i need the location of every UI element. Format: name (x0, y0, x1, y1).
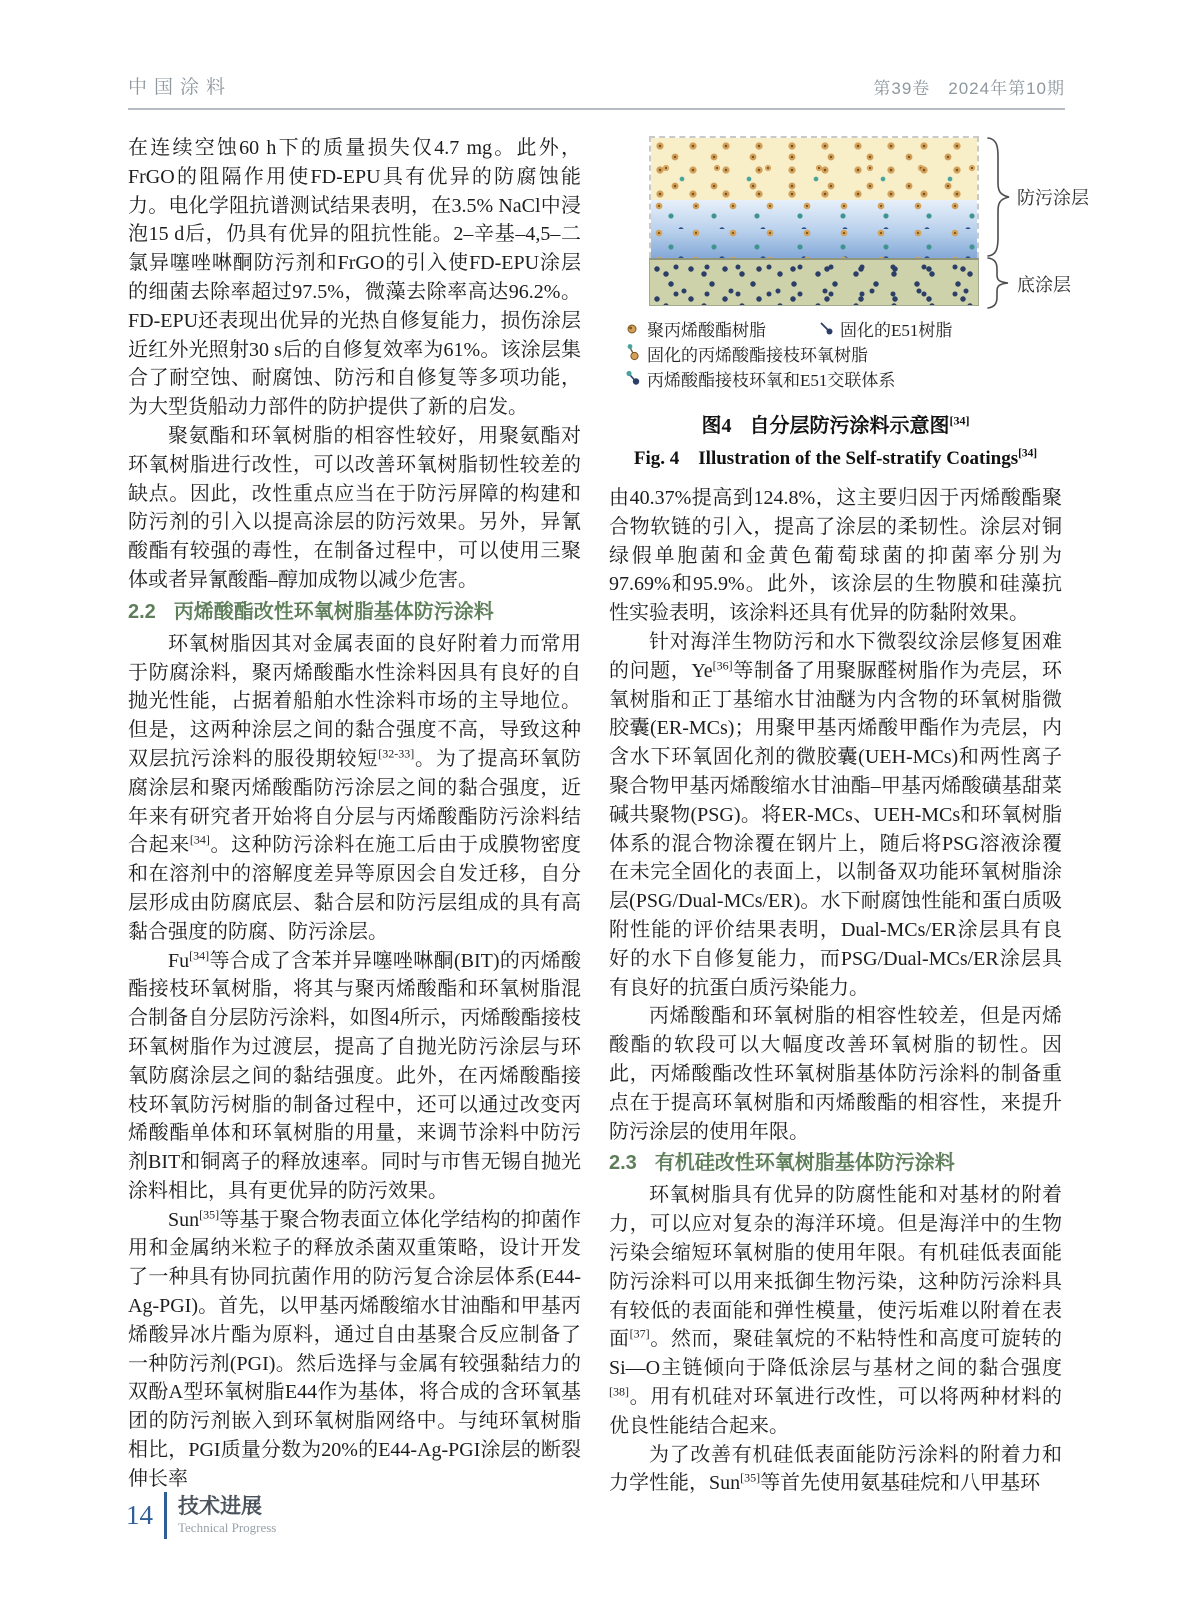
paragraph: 在连续空蚀60 h下的质量损失仅4.7 mg。此外，FrGO的阻隔作用使FD-EPU具有优异的防腐蚀能力。电化学阻抗谱测试结果表明，在3.5% NaCl中浸泡15 d后，仍具有优异的阻抗性能。2–辛基–4,5–二氯异噻唑啉酮防污剂和FrGO的引入使FD-EPU涂层的细菌去除率超过97.5%，微藻去除率高达96.2%。FD-EPU还表现出优异的光热自修复能力，损伤涂层近红外光照射30 s后的自修复效率为61%。该涂层集合了耐空蚀、耐腐蚀、防污和自修复等多项功能，为大型货船动力部件的防护提供了新的启发。 (128, 137, 581, 419)
legend-row (625, 318, 1062, 343)
paragraph: 聚氨酯和环氧树脂的相容性较好，用聚氨酯对环氧树脂进行改性，可以改善环氧树脂韧性较差的缺点。因此，改性重点应当在于防污屏障的构建和防污剂的引入以提高涂层的防污效果。另外，异氰酸酯有较强的毒性，在制备过程中，可以使用三聚体或者异氰酸酯–醇加成物以减少危害。 (128, 424, 581, 591)
paragraph: 由40.37%提高到124.8%，这主要归因于丙烯酸酯聚合物软链的引入，提高了涂层的柔韧性。涂层对铜绿假单胞菌和金黄色葡萄球菌的抑菌率分别为97.69%和95.9%。此外，该涂层的生物膜和硅藻抗性实验表明，该涂料还具有优异的防黏附效果。 (609, 487, 1062, 625)
antifouling-region (649, 136, 979, 258)
legend-item (625, 343, 868, 368)
acrylate-epoxy-e51-crosslink-icon (625, 368, 641, 393)
legend-item (818, 318, 952, 343)
cured-e51-resin-icon (818, 318, 834, 343)
paragraph: 环氧树脂因其对金属表面的良好附着力而常用于防腐涂料，聚丙烯酸酯水性涂料因具有良好的自抛光性能，占据着船舶水性涂料市场的主导地位。但是，这两种涂层之间的黏合强度不高，导致这种双层抗污涂料的服役期较短[32-33]。为了提高环氧防腐涂层和聚丙烯酸酯防污涂层之间的黏合强度，近年来有研究者开始将自分层与丙烯酸酯防污涂料结合起来[34]。这种防污涂料在施工后由于成膜物密度和在溶剂中的溶解度差异等原因会自发迁移，自分层形成由防腐底层、黏合层和防污层组成的具有高黏合强度的防腐、防污涂层。 (128, 632, 582, 943)
legend-row (625, 343, 1062, 368)
brace-antifouling (985, 136, 1011, 263)
section-title: 有机硅改性环氧树脂基体防污涂料 (654, 1152, 955, 1175)
brace-primer (985, 256, 1011, 315)
two-column-body (128, 134, 1089, 1498)
coating-schematic (649, 136, 1089, 308)
paragraph: 针对海洋生物防污和水下微裂纹涂层修复困难的问题，Ye[36]等制备了用聚脲醛树脂作为壳层，环氧树脂和正丁基缩水甘油醚为内含物的环氧树脂微胶囊(ER-MCs)；用聚甲基丙烯酸甲酯作为壳层，内含水下环氧固化剂的微胶囊(UEH-MCs)和两性离子聚合物甲基丙烯酸缩水甘油酯–甲基丙烯酸磺基甜菜碱共聚物(PSG)。将ER-MCs、UEH-MCs和环氧树脂体系的混合物涂覆在钢片上，随后将PSG溶液涂覆在未完全固化的表面上，以制备双功能环氧树脂涂层(PSG/Dual-MCs/ER)。水下耐腐蚀性能和蛋白质吸附性能的评价结果表明，Dual-MCs/ER涂层具有良好的水下自修复能力，而PSG/Dual-MCs/ER涂层具有良好的抗蛋白质污染能力。 (609, 630, 1062, 999)
legend-label: 固化的E51树脂 (840, 321, 953, 340)
figure-caption-en: Fig. 4 Illustration of the Self-stratify Coatings[34] (633, 447, 1038, 469)
section-title: 丙烯酸酯改性环氧树脂基体防污涂料 (173, 600, 494, 623)
paragraph: 为了改善有机硅低表面能防污涂料的附着力和力学性能，Sun[35]等首先使用氨基硅烷和八甲基环 (609, 1443, 1062, 1495)
cured-acrylate-graft-epoxy-icon (625, 343, 641, 368)
section-number: 2.2 (128, 600, 156, 623)
polyacrylate-layer (651, 138, 977, 200)
legend-row (625, 368, 1062, 393)
page-footer (126, 1492, 276, 1539)
legend-item (625, 368, 895, 393)
legend-label: 固化的丙烯酸酯接枝环氧树脂 (647, 346, 868, 365)
primer-layer-label: 底涂层 (1017, 275, 1071, 295)
paragraph: Sun[35]等基于聚合物表面立体化学结构的抑菌作用和金属纳米粒子的释放杀菌双重策略，设计开发了一种具有协同抗菌作用的防污复合涂层体系(E44-Ag-PGI)。首先，以甲基丙烯酸缩水甘油酯和甲基丙烯酸异冰片酯为原料，通过自由基聚合反应制备了一种防污剂(PGI)。然后选择与金属有较强黏结力的双酚A型环氧树脂E44作为基体，将合成的含环氧基团的防污剂嵌入到环氧树脂网络中。与纯环氧树脂相比，PGI质量分数为20%的E44-Ag-PGI涂层的断裂伸长率 (128, 1207, 581, 1490)
figure-4 (609, 136, 1089, 470)
journal-name: 中国涂料 (128, 77, 233, 98)
issue-info: 第39卷 2024年第10期 (873, 79, 1065, 98)
footer-section (178, 1495, 276, 1536)
section-number: 2.3 (609, 1152, 637, 1175)
footer-section-en: Technical Progress (178, 1520, 277, 1535)
paragraph: Fu[34]等合成了含苯并异噻唑啉酮(BIT)的丙烯酸酯接枝环氧树脂，将其与聚丙烯酸酯和环氧树脂混合制备自分层防污涂料，如图4所示，丙烯酸酯接枝环氧树脂作为过渡层，提高了自抛光防污涂层与环氧防腐涂层之间的黏结强度。此外，在丙烯酸酯接枝环氧防污树脂的制备过程中，还可以通过改变丙烯酸酯单体和环氧树脂的用量，来调节涂料中防污剂BIT和铜离子的释放速率。同时与市售无锡自抛光涂料相比，具有更优异的防污效果。 (128, 947, 581, 1202)
page-header (128, 72, 1065, 110)
antifouling-layer-label: 防污涂层 (1017, 188, 1089, 208)
footer-divider (164, 1492, 167, 1539)
right-column (609, 134, 1089, 1498)
legend-label: 丙烯酸酯接枝环氧和E51交联体系 (647, 371, 896, 390)
page-number: 14 (126, 1500, 153, 1530)
left-column (128, 134, 581, 1498)
transition-layer (651, 200, 977, 258)
legend-item (625, 318, 766, 343)
figure-caption-text: 自分层防污涂料示意图[34] (749, 413, 970, 437)
figure-legend (625, 318, 1062, 393)
legend-label: 聚丙烯酸酯树脂 (647, 321, 766, 340)
section-heading-2-3 (609, 1149, 1062, 1178)
paragraph: 环氧树脂具有优异的防腐性能和对基材的附着力，可以应对复杂的海洋环境。但是海洋中的生物污染会缩短环氧树脂的使用年限。有机硅低表面能防污涂料可以用来抵御生物污染，这种防污涂料具有较低的表面能和弹性模量，使污垢难以附着在表面[37]。然而，聚硅氧烷的不粘特性和高度可旋转的Si—O主链倾向于降低涂层与基材之间的黏合强度[38]。用有机硅对环氧进行改性，可以将两种材料的优良性能结合起来。 (609, 1184, 1063, 1437)
figure-number: 图4 (701, 415, 732, 437)
figure-caption-zh (609, 409, 1062, 438)
section-heading-2-2 (128, 598, 581, 627)
paragraph: 丙烯酸酯和环氧树脂的相容性较差，但是丙烯酸酯的软段可以大幅度改善环氧树脂的韧性。因此，丙烯酸酯改性环氧树脂基体防污涂料的制备重点在于提高环氧树脂和丙烯酸酯的相容性，来提升防污涂层的使用年限。 (609, 1005, 1062, 1143)
polyacrylate-resin-icon (625, 318, 641, 343)
primer-layer (649, 258, 979, 306)
coating-layer-stack (649, 136, 979, 306)
footer-section-zh: 技术进展 (178, 1495, 262, 1518)
